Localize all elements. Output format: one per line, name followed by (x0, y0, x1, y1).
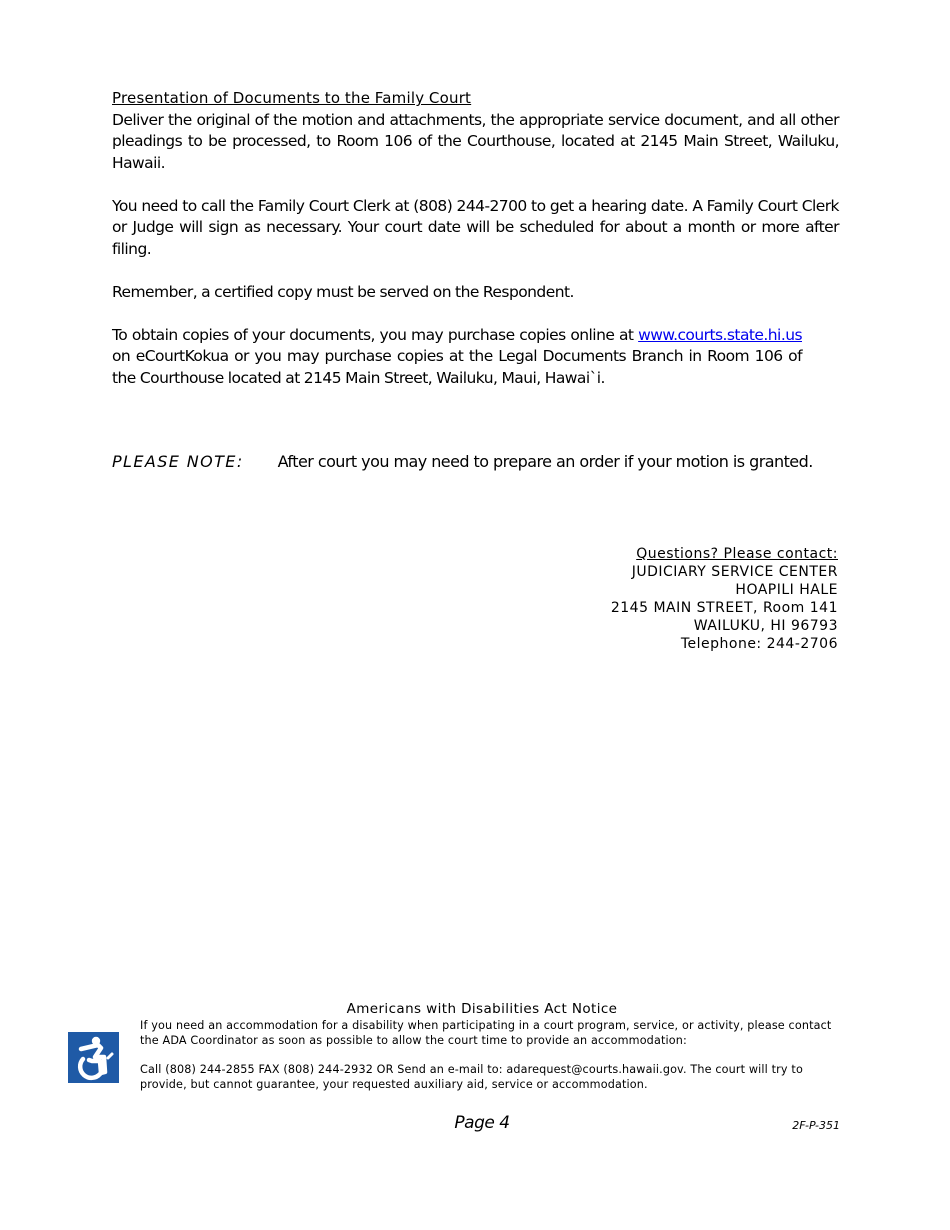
ada-accommodation-text: If you need an accommodation for a disability when participating in a court program, service, or activity, please contact the ADA Coordinator as soon as possible to allow the court time to provide an accommodation: (140, 1019, 832, 1047)
copies-text-before: To obtain copies of your documents, you may purchase copies online at (112, 325, 639, 344)
section-heading: Presentation of Documents to the Family Court (112, 89, 472, 107)
form-id: 2F-P-351 (792, 1119, 840, 1132)
contact-heading: Questions? Please contact: (636, 546, 838, 562)
contact-line: HOAPILI HALE (735, 582, 838, 598)
accessibility-icon (68, 1032, 119, 1083)
contact-line: 2145 MAIN STREET, Room 141 (610, 600, 838, 616)
page-number: Page 4 (454, 1113, 510, 1133)
contact-line: WAILUKU, HI 96793 (693, 618, 838, 634)
contact-line: JUDICIARY SERVICE CENTER (631, 564, 838, 580)
copies-paragraph (112, 325, 802, 390)
contact-phone: Telephone: 244-2706 (680, 636, 838, 652)
courts-website-link[interactable]: www.courts.state.hi.us (638, 325, 802, 344)
delivery-paragraph: Deliver the original of the motion and attachments, the appropriate service document, and all other pleadings to be processed, to Room 106 of the Courthouse, located at 2145 Main Street, Wailuku, Hawaii. (112, 110, 839, 172)
ada-contact-text: Call (808) 244-2855 FAX (808) 244-2932 OR Send an e-mail to: adarequest@courts.hawaii.gov. The court will try to provide, but cannot guarantee, your requested auxiliary aid, service or accommodation. (140, 1063, 803, 1091)
instructions-section (112, 88, 839, 389)
ada-notice-body (140, 1018, 840, 1092)
copies-text-after: on eCourtKokua or you may purchase copies at the Legal Documents Branch in Room 106 of the Courthouse located at 2145 Main Street, Wailuku, Maui, Hawai`i. (112, 347, 802, 387)
contact-block (611, 545, 838, 653)
certified-copy-paragraph: Remember, a certified copy must be served on the Respondent. (112, 282, 574, 301)
ada-notice-title: Americans with Disabilities Act Notice (346, 1001, 618, 1017)
please-note (112, 452, 813, 471)
please-note-label: PLEASE NOTE: (112, 452, 244, 471)
please-note-text: After court you may need to prepare an order if your motion is granted. (277, 452, 813, 471)
hearing-date-paragraph: You need to call the Family Court Clerk at (808) 244-2700 to get a hearing date. A Family Court Clerk or Judge will sign as necessary. Your court date will be scheduled for about a month or more after filing. (112, 196, 839, 258)
